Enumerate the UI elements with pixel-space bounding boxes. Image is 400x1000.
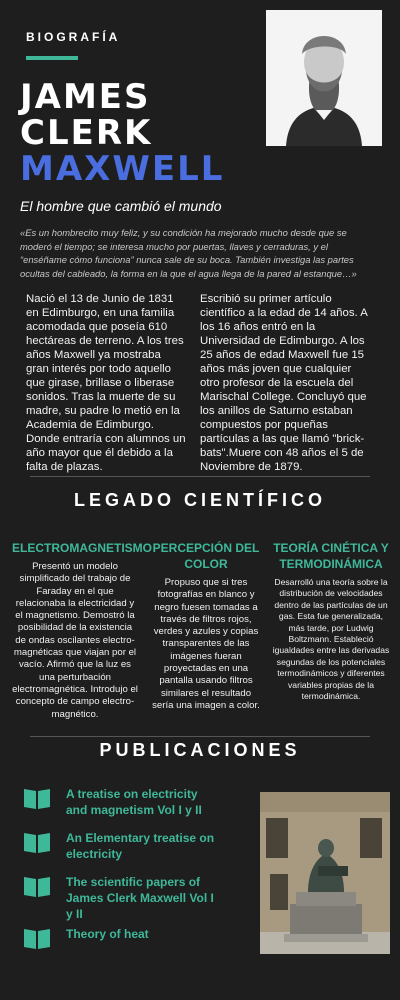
name-line-1: JAMES: [20, 77, 151, 117]
legacy-column-color: [150, 540, 262, 712]
divider: [30, 476, 370, 477]
legacy-column-title: TEORÍA CINÉTICA Y TERMODINÁMICA: [273, 541, 389, 571]
publication-item: [22, 786, 216, 818]
statue-photo: [260, 792, 390, 954]
legacy-column-electromagnetism: [12, 540, 152, 721]
publication-title: Theory of heat: [66, 927, 149, 941]
portrait-image: [266, 10, 382, 146]
quote: «Es un hombrecito muy feliz, y su condición ha mejorado mucho desde que se moderó el tiempo; se interesa mucho por puertas, llaves y cerraduras, y el “enséñame cómo funciona” nunca sale de su boca. También investiga las partes ocultas del cableado, la forma en la que el agua llega de la pared al estanque…»: [20, 227, 357, 279]
legacy-column-text: Propuso que si tres fotografías en blanco y negro fuesen tomadas a través de filtros rojos, verdes y azules y copias transparentes de las imágenes fueran proyectadas en una pantalla usando filtros similares el resultado sería una imagen a color.: [152, 577, 260, 711]
name-line-2: CLERK: [20, 113, 153, 153]
name-line-3: MAXWELL: [20, 149, 225, 189]
book-icon: [22, 926, 52, 950]
publications-heading: PUBLICACIONES: [99, 740, 301, 760]
book-icon: [22, 874, 52, 898]
tag-underline: [26, 56, 78, 60]
divider: [30, 736, 370, 737]
legacy-column-title: ELECTROMAGNETISMO: [12, 541, 152, 555]
legacy-column-kinetic: [272, 540, 390, 702]
publication-item: [22, 874, 216, 922]
publication-title: A treatise on electricity and magnetism Vol I y II: [66, 787, 202, 817]
legacy-column-text: Presentó un modelo simplificado del trabajo de Faraday en el que relacionaba la electricidad y el magnetismo. Demostró la posibilidad de la existencia de ondas oscilantes electro-magnéticas que viajan por el vacío. Afirmó que la luz es una perturbación electromagnética. Introdujo el concepto de campo electro-magnético.: [12, 561, 138, 720]
section-tag: BIOGRAFÍA: [26, 30, 121, 44]
bio-right-column: Escribió su primer artículo científico a la edad de 14 años. A los 16 años entró en la Universidad de Edimburgo. A los 25 años de edad Maxwell fue 15 años más joven que cualquier otro profesor de la escuela del Marischal College. Concluyó que los anillos de Saturno estaban compuestos por pqueñas partículas a las que llamó "brick-bats".Muere con 48 años el 5 de Noviembre de 1879.: [200, 293, 368, 473]
publication-title: The scientific papers of James Clerk Maxwell Vol I y II: [66, 875, 214, 921]
legacy-column-title: PERCEPCIÓN DEL COLOR: [152, 541, 260, 571]
publication-item: [22, 926, 216, 950]
publication-item: [22, 830, 216, 862]
subtitle: El hombre que cambió el mundo: [20, 198, 222, 214]
bio-left-column: Nació el 13 de Junio de 1831 en Edimburgo, en una familia acomodada que poseía 610 hectáreas de terreno. A los tres años Maxwell ya mostraba gran interés por todo aquello que girase, brillase o liberase sonidos. Tras la muerte de su madre, su padre lo metió en la Academia de Edimburgo. Donde entraría con alumnos un año mayor que él debido a la falta de plazas.: [26, 293, 186, 473]
legacy-column-text: Desarrolló una teoría sobre la distribución de velocidades dentro de las partículas de un gas. Esta fue generalizada, más tarde, por Ludwig Boltzmann. Estableció igualdades entre las derivadas segundas de los potenciales termodinámicos y diferentes variables propias de la termodinámica.: [272, 577, 390, 702]
legacy-heading: LEGADO CIENTÍFICO: [74, 490, 326, 510]
book-icon: [22, 830, 52, 854]
book-icon: [22, 786, 52, 810]
publication-title: An Elementary treatise on electricity: [66, 831, 215, 861]
